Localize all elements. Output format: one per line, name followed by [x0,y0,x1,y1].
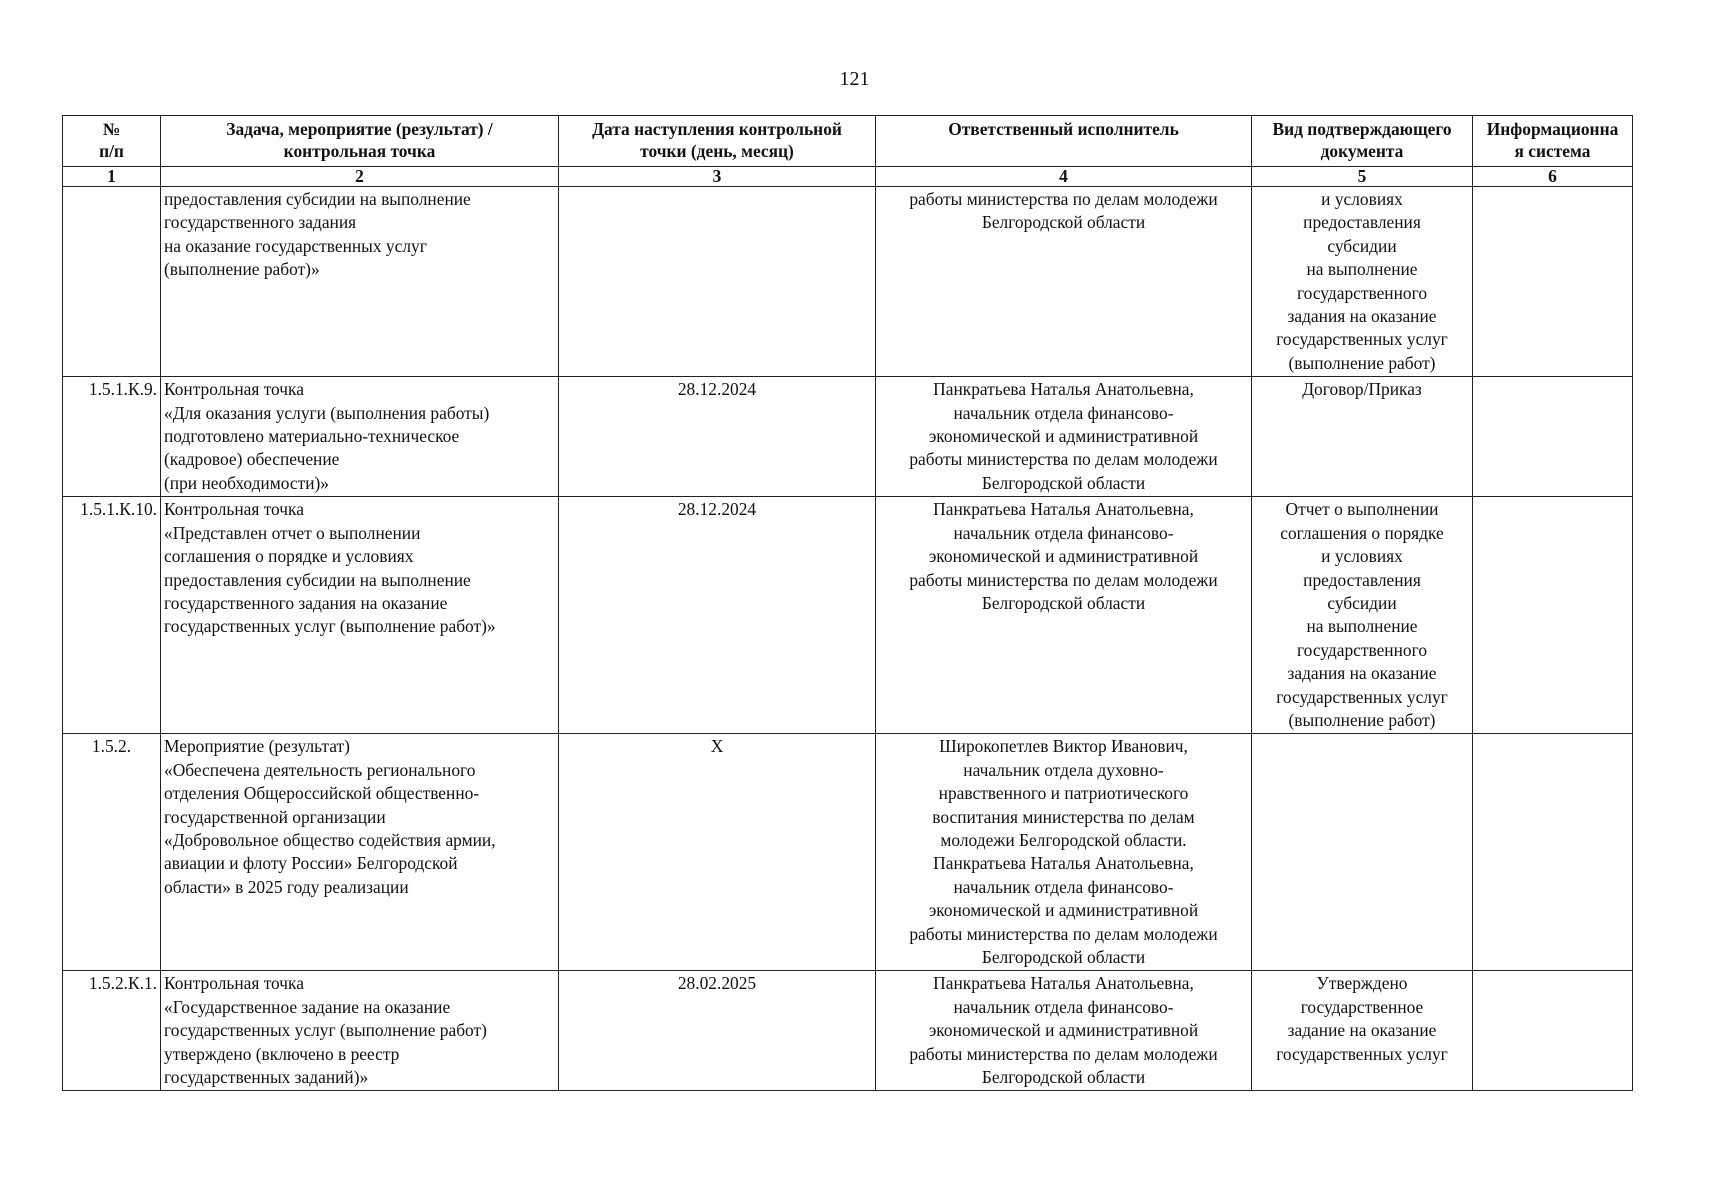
table-row [63,497,1633,734]
information-system [1473,187,1633,377]
control-date: 28.02.2025 [559,971,876,1091]
responsible-executor: Панкратьева Наталья Анатольевна, начальник отдела финансово- экономической и административной работы министерства по делам молодежи Белгородской области [876,497,1252,734]
column-numbers-row [63,167,1633,187]
task-description: Мероприятие (результат) «Обеспечена деятельность регионального отделения Общероссийской общественно- государственной организации «Добровольное общество содействия армии, авиации и флоту России» Белгородской области» в 2025 году реализации [161,734,559,971]
confirming-document: Договор/Приказ [1252,377,1473,497]
responsible-executor: Панкратьева Наталья Анатольевна, начальник отдела финансово- экономической и административной работы министерства по делам молодежи Белгородской области [876,377,1252,497]
responsible-executor: работы министерства по делам молодежи Белгородской области [876,187,1252,377]
table-header-row [63,116,1633,167]
row-number: 1.5.1.К.10. [63,497,161,734]
column-number: 6 [1473,167,1633,187]
row-number: 1.5.2.К.1. [63,971,161,1091]
header-info-system: Информационна я система [1473,116,1633,167]
page-number: 121 [839,68,870,90]
task-description: предоставления субсидии на выполнение государственного задания на оказание государственных услуг (выполнение работ)» [161,187,559,377]
control-date: 28.12.2024 [559,377,876,497]
row-number: 1.5.1.К.9. [63,377,161,497]
column-number: 3 [559,167,876,187]
control-date [559,187,876,377]
header-task: Задача, мероприятие (результат) / контрольная точка [161,116,559,167]
task-description: Контрольная точка «Представлен отчет о выполнении соглашения о порядке и условиях предоставления субсидии на выполнение государственного задания на оказание государственных услуг (выполнение работ)» [161,497,559,734]
column-number: 2 [161,167,559,187]
task-description: Контрольная точка «Государственное задание на оказание государственных услуг (выполнение работ) утверждено (включено в реестр государственных заданий)» [161,971,559,1091]
information-system [1473,734,1633,971]
confirming-document: Отчет о выполнении соглашения о порядке и условиях предоставления субсидии на выполнение государственного задания на оказание государственных услуг (выполнение работ) [1252,497,1473,734]
table-row [63,377,1633,497]
responsible-executor: Панкратьева Наталья Анатольевна, начальник отдела финансово- экономической и административной работы министерства по делам молодежи Белгородской области [876,971,1252,1091]
header-number: № п/п [63,116,161,167]
table-row [63,971,1633,1091]
task-description: Контрольная точка «Для оказания услуги (выполнения работы) подготовлено материально-техническое (кадровое) обеспечение (при необходимости)» [161,377,559,497]
column-number: 4 [876,167,1252,187]
responsible-executor: Широкопетлев Виктор Иванович, начальник отдела духовно- нравственного и патриотического воспитания министерства по делам молодежи Белгородской области. Панкратьева Наталья Анатольевна, начальник отдела финансово- экономической и административной работы министерства по делам молодежи Белгородской области [876,734,1252,971]
confirming-document: Утверждено государственное задание на оказание государственных услуг [1252,971,1473,1091]
column-number: 1 [63,167,161,187]
row-number: 1.5.2. [63,734,161,971]
row-number [63,187,161,377]
control-date: 28.12.2024 [559,497,876,734]
table-row [63,187,1633,377]
information-system [1473,971,1633,1091]
confirming-document: и условиях предоставления субсидии на выполнение государственного задания на оказание государственных услуг (выполнение работ) [1252,187,1473,377]
control-points-table [62,115,1633,1091]
confirming-document [1252,734,1473,971]
control-date: X [559,734,876,971]
information-system [1473,497,1633,734]
header-date: Дата наступления контрольной точки (день, месяц) [559,116,876,167]
header-document: Вид подтверждающего документа [1252,116,1473,167]
information-system [1473,377,1633,497]
table-row [63,734,1633,971]
column-number: 5 [1252,167,1473,187]
header-responsible: Ответственный исполнитель [876,116,1252,167]
